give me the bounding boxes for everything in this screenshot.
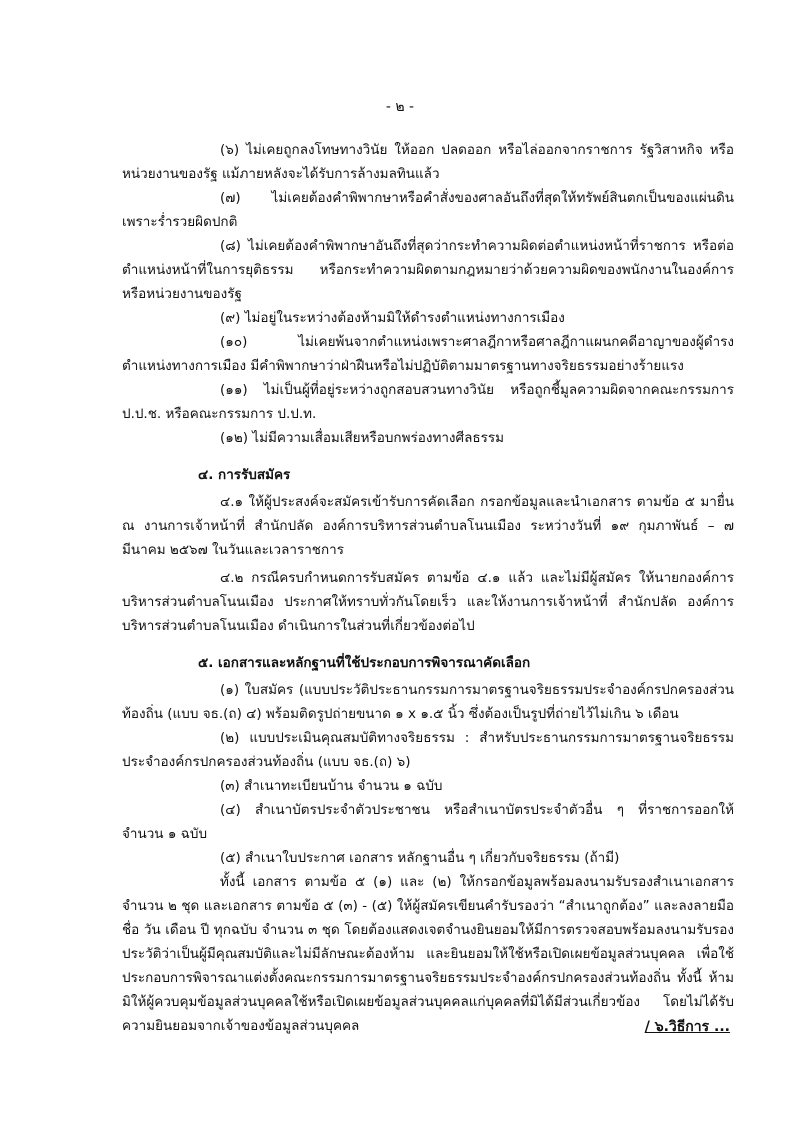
qualification-item-7: (๗) ไม่เคยต้องคำพิพากษาหรือคำสั่งของศาลอันถึงที่สุดให้ทรัพย์สินตกเป็นของแผ่นดิน เพราะร่ำรวยผิดปกติ xyxy=(122,190,734,230)
document-item-5: (๕) สำเนาใบประกาศ เอกสาร หลักฐานอื่น ๆ เกี่ยวกับจริยธรรม (ถ้ามี) xyxy=(220,850,620,866)
document-item-2: (๒) แบบประเมินคุณสมบัติทางจริยธรรม : สำหรับประธานกรรมการมาตรฐานจริยธรรมประจำองค์กรปกครองส่วนท้องถิ่น (แบบ จธ.(ถ) ๖) xyxy=(122,730,734,770)
document-item-4: (๔) สำเนาบัตรประจำตัวประชาชน หรือสำเนาบัตรประจำตัวอื่น ๆ ที่ราชการออกให้ จำนวน ๑ ฉบับ xyxy=(122,802,734,842)
qualification-item-8: (๘) ไม่เคยต้องคำพิพากษาอันถึงที่สุดว่ากระทำความผิดต่อตำแหน่งหน้าที่ราชการ หรือต่อตำแหน่งหน้าที่ในการยุติธรรม หรือกระทำความผิดตามกฎหมายว่าด้วยความผิดของพนักงานในองค์การ หรือหน่วยงานของรัฐ xyxy=(122,238,734,302)
section-4-heading: ๔. การรับสมัคร xyxy=(198,467,291,483)
section-4-1-paragraph: ๔.๑ ให้ผู้ประสงค์จะสมัครเข้ารับการคัดเลือก กรอกข้อมูลและนำเอกสาร ตามข้อ ๕ มายื่น ณ งานการเจ้าหน้าที่ สำนักปลัด องค์การบริหารส่วนตำบลโนนเมือง ระหว่างวันที่ ๑๙ กุมภาพันธ์ – ๗ มีนาคม ๒๕๖๗ ในวันและเวลาราชการ xyxy=(122,494,734,558)
qualification-item-11: (๑๑) ไม่เป็นผู้ที่อยู่ระหว่างถูกสอบสวนทางวินัย หรือถูกชี้มูลความผิดจากคณะกรรมการ ป.ป.ช. หรือคณะกรรมการ ป.ป.ท. xyxy=(122,382,734,422)
document-item-3: (๓) สำเนาทะเบียนบ้าน จำนวน ๑ ฉบับ xyxy=(220,778,443,794)
document-body xyxy=(122,138,734,1038)
section-5-heading: ๕. เอกสารและหลักฐานที่ใช้ประกอบการพิจารณาคัดเลือก xyxy=(198,655,531,671)
page-number: - ๒ - xyxy=(385,99,415,115)
document-item-1: (๑) ใบสมัคร (แบบประวัติประธานกรรมการมาตรฐานจริยธรรมประจำองค์กรปกครองส่วนท้องถิ่น (แบบ จธ.(ถ) ๔) พร้อมติดรูปถ่ายขนาด ๑ x ๑.๕ นิ้ว ซึ่งต้องเป็นรูปที่ถ่ายไว้ไม่เกิน ๖ เดือน xyxy=(122,682,734,722)
qualification-item-6: (๖) ไม่เคยถูกลงโทษทางวินัย ให้ออก ปลดออก หรือไล่ออกจากราชการ รัฐวิสาหกิจ หรือหน่วยงานของรัฐ แม้ภายหลังจะได้รับการล้างมลทินแล้ว xyxy=(122,142,734,182)
section-4-2-paragraph: ๔.๒ กรณีครบกำหนดการรับสมัคร ตามข้อ ๔.๑ แล้ว และไม่มีผู้สมัคร ให้นายกองค์การบริหารส่วนตำบลโนนเมือง ประกาศให้ทราบทั่วกันโดยเร็ว และให้งานการเจ้าหน้าที่ สำนักปลัด องค์การบริหารส่วนตำบลโนนเมือง ดำเนินการในส่วนที่เกี่ยวข้องต่อไป xyxy=(122,570,734,634)
continuation-note: / ๖.วิธีการ ... xyxy=(644,1019,730,1035)
qualification-item-9: (๙) ไม่อยู่ในระหว่างต้องห้ามมิให้ดำรงตำแหน่งทางการเมือง xyxy=(220,310,565,326)
qualification-item-10: (๑๐) ไม่เคยพ้นจากตำแหน่งเพราะศาลฎีกาหรือศาลฎีกาแผนกคดีอาญาของผู้ดำรงตำแหน่งทางการเมือง มีคำพิพากษาว่าฝ่าฝืนหรือไม่ปฏิบัติตามมาตรฐานทางจริยธรรมอย่างร้ายแรง xyxy=(122,334,734,374)
qualification-item-12: (๑๒) ไม่มีความเสื่อมเสียหรือบกพร่องทางศีลธรรม xyxy=(220,430,505,446)
section-5-closing-paragraph: ทั้งนี้ เอกสาร ตามข้อ ๕ (๑) และ (๒) ให้กรอกข้อมูลพร้อมลงนามรับรองสำเนาเอกสาร จำนวน ๒ ชุด และเอกสาร ตามข้อ ๕ (๓) - (๕) ให้ผู้สมัครเขียนคำรับรองว่า “สำเนาถูกต้อง” และลงลายมือชื่อ วัน เดือน ปี ทุกฉบับ จำนวน ๓ ชุด โดยต้องแสดงเจตจำนงยินยอมให้มีการตรวจสอบพร้อมลงนามรับรองประวัติว่าเป็นผู้มีคุณสมบัติและไม่มีลักษณะต้องห้าม และยินยอมให้ใช้หรือเปิดเผยข้อมูลส่วนบุคคล เพื่อใช้ประกอบการพิจารณาแต่งตั้งคณะกรรมการมาตรฐานจริยธรรมประจำองค์กรปกครองส่วนท้องถิ่น ทั้งนี้ ห้ามมิให้ผู้ควบคุมข้อมูลส่วนบุคคลใช้หรือเปิดเผยข้อมูลส่วนบุคคลแก่บุคคลที่มิได้มีส่วนเกี่ยวข้อง โดยไม่ได้รับความยินยอมจากเจ้าของข้อมูลส่วนบุคคล xyxy=(122,874,734,1034)
